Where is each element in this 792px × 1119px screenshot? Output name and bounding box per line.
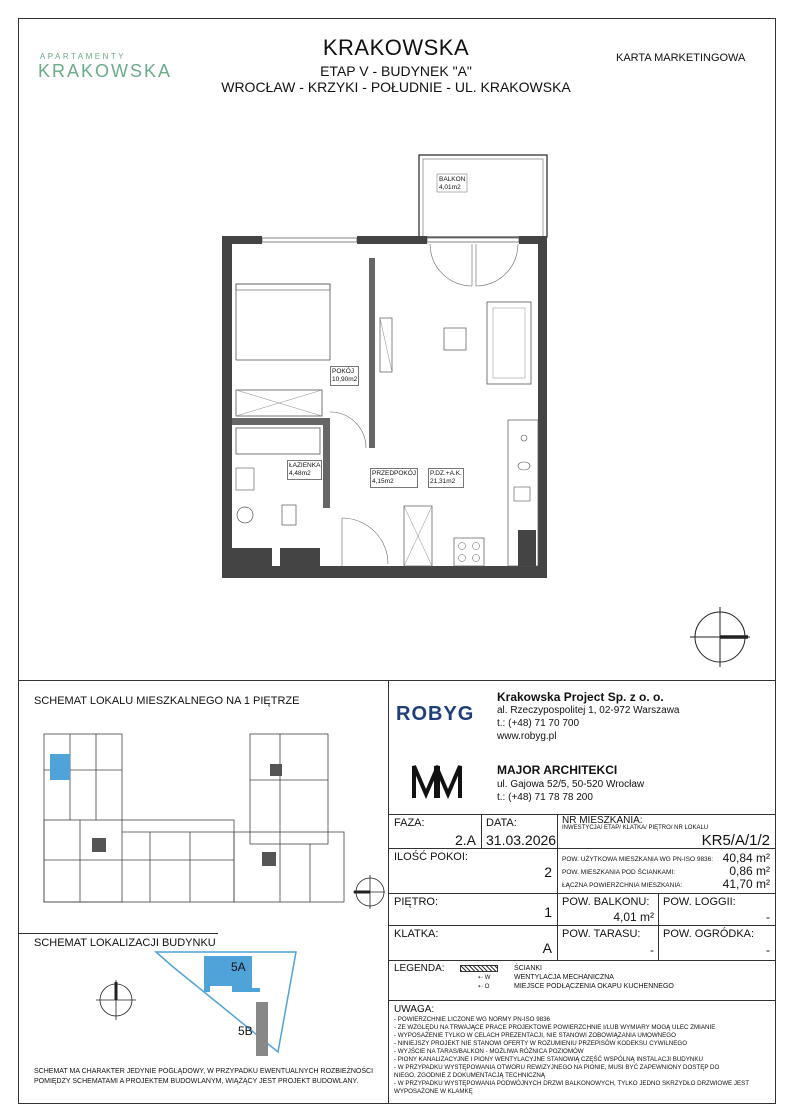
area-total-value: 41,70 m²: [722, 877, 770, 891]
architect-address: ul. Gajowa 52/5, 50-520 Wrocław: [497, 779, 645, 790]
hood-symbol-icon: ⇠ O: [478, 984, 490, 990]
label-hall: [370, 468, 418, 488]
loggia-value: -: [766, 910, 770, 924]
floor-value: 1: [544, 904, 552, 920]
notes-title: UWAGA:: [394, 1004, 435, 1015]
apartment-highlight: [50, 754, 70, 780]
table-line-6: [388, 1000, 776, 1001]
divider-location: [18, 933, 218, 934]
bath-name: ŁAZIENKA: [289, 462, 321, 469]
architect-name: MAJOR ARCHITEKCI: [497, 763, 618, 777]
loggia-label: POW. LOGGII:: [663, 896, 736, 908]
table-line-4: [388, 925, 776, 926]
vent-symbol-icon: ⇠ W: [478, 975, 491, 981]
nr-label: NR MIESZKANIA:: [562, 815, 643, 826]
legend-item-walls: ŚCIANKI: [514, 965, 543, 972]
label-bathroom: [287, 460, 322, 480]
location-title: SCHEMAT LOKALIZACJI BUDYNKU: [34, 937, 216, 949]
hall-area: 4,15m2: [372, 478, 394, 485]
developer-name: Krakowska Project Sp. z o. o.: [497, 690, 664, 704]
rooms-label: ILOŚĆ POKOI:: [394, 851, 468, 863]
note-line: - ZE WZGLĘDU NA TRWAJĄCE PRACE PROJEKTOWE POWIERZCHNIE I/LUB WYMIARY MOGĄ ULEC ZMIANIE: [394, 1024, 716, 1031]
area-walls-label: POW. MIESZKANIA POD ŚCIANKAMI:: [562, 869, 676, 876]
note-line: - WYPOSAŻENIE TYLKO W CELACH PREZENTACJI, NIE STANOWI ZOBOWIĄZANIA UMOWNEGO: [394, 1032, 676, 1039]
disclaimer-line1: SCHEMAT MA CHARAKTER JEDYNIE POGLĄDOWY, W PRZYPADKU EWENTUALNYCH ROZBIEŻNOŚCI: [34, 1068, 374, 1075]
developer-phone: t.: (+48) 71 70 700: [497, 718, 580, 729]
table-line-3: [388, 893, 776, 894]
data-value: 31.03.2026: [486, 832, 557, 848]
floor-schematic-title: SCHEMAT LOKALU MIESZKALNEGO NA 1 PIĘTRZE: [34, 695, 300, 707]
notes-list: [394, 1016, 770, 1096]
subtitle-address: WROCŁAW - KRZYKI - POŁUDNIE - UL. KRAKOWSKA: [221, 79, 571, 95]
balcony-area-label: POW. BALKONU:: [562, 896, 650, 908]
living-name: P.DZ.+A.K.: [430, 470, 462, 477]
living-area: 21,31m2: [430, 478, 456, 485]
building-5b-label: 5B: [238, 1024, 253, 1038]
developer-web[interactable]: www.robyg.pl: [497, 731, 557, 742]
area-walls-value: 0,86 m²: [729, 864, 770, 878]
data-label: DATA:: [486, 817, 517, 829]
label-room: [330, 366, 359, 386]
rooms-value: 2: [544, 864, 552, 880]
terrace-label: POW. TARASU:: [562, 928, 641, 940]
floor-label: PIĘTRO:: [394, 896, 439, 908]
note-line: - NINIEJSZY PROJEKT NIE STANOWI OFERTY W ROZUMIENIU PRZEPISÓW KODEKSU CYWILNEGO: [394, 1040, 688, 1047]
floor-schematic: [30, 720, 385, 930]
room-name: POKÓJ: [332, 368, 355, 375]
table-line-5: [388, 960, 776, 961]
stair-label: KLATKA:: [394, 928, 439, 940]
garden-label: POW. OGRÓDKA:: [663, 928, 755, 940]
table-col-3: [658, 893, 659, 960]
major-architekci-logo-icon: [410, 760, 470, 800]
room-area: 10,90m2: [332, 376, 358, 383]
walls-symbol-icon: [460, 965, 498, 972]
logo-main-text: KRAKOWSKA: [38, 61, 173, 81]
area-use-label: POW. UŻYTKOWA MIESZKANIA WG PN-ISO 9836:: [562, 856, 714, 863]
balcony-name: BALKON: [439, 176, 466, 183]
area-use-value: 40,84 m²: [722, 851, 770, 865]
robyg-logo: ROBYG: [396, 703, 475, 725]
divider-bottom: [18, 680, 776, 681]
area-total-label: ŁĄCZNA POWIERZCHNIA MIESZKANIA:: [562, 882, 683, 889]
divider-vertical: [388, 680, 389, 1104]
stair-value: A: [542, 940, 552, 956]
legend-item-hood: MIEJSCE PODŁĄCZENIA OKAPU KUCHENNEGO: [514, 983, 674, 990]
note-line: WYPOSAŻONE W KLAMKĘ: [394, 1088, 473, 1095]
page-title: KRAKOWSKA: [322, 35, 470, 60]
card-type: KARTA MARKETINGOWA: [616, 52, 746, 64]
note-line: - PIONY KANALIZACYJNE I PIONY WENTYLACYJNE STANOWIĄ CZĘŚĆ WSPÓLNĄ INSTALACJI BUDYNKU: [394, 1056, 703, 1063]
legend-sym-o: O: [484, 984, 490, 990]
faza-value: 2.A: [454, 832, 476, 848]
table-col-1: [481, 814, 482, 848]
note-line: - W PRZYPADKU WYSTĘPOWANIA OTWORU REWIZYJNEGO NA PIONIE, MUSI BYĆ ZAPEWNIONY DOSTĘP DO: [394, 1064, 720, 1071]
faza-label: FAZA:: [394, 817, 425, 829]
note-line: NIEGO, ZGODNIE Z DOKUMENTACJĄ TECHNICZNĄ: [394, 1072, 546, 1079]
legend-title: LEGENDA:: [394, 963, 445, 974]
balcony-outline: [419, 155, 547, 237]
balcony-area-value: 4,01 m²: [613, 910, 654, 924]
balcony-area: 4,01m2: [439, 184, 461, 191]
label-living: [428, 468, 464, 488]
building-5a-label: 5A: [231, 960, 246, 974]
disclaimer-line2: POMIĘDZY SCHEMATAMI A PROJEKTEM BUDOWLANYM, WIĄŻĄCY JEST PROJEKT BUDOWLANY.: [34, 1078, 359, 1085]
terrace-value: -: [650, 943, 654, 957]
logo-top-text: APARTAMENTY: [39, 52, 127, 61]
nr-sublabel: INWESTYCJA/ ETAP/ KLATKA/ PIĘTRO/ NR LOKALU: [562, 825, 709, 831]
location-schematic: [60, 940, 310, 1065]
architect-phone: t.: (+48) 71 78 78 200: [497, 792, 593, 803]
nr-value: KR5/A/1/2: [701, 832, 770, 849]
subtitle-stage: ETAP V - BUDYNEK "A": [320, 63, 472, 79]
note-line: - WYJŚCIE NA TARAS/BALKON - MOŻLIWA RÓŻNICA POZIOMÓW: [394, 1048, 584, 1055]
bath-area: 4,48m2: [289, 470, 311, 477]
note-line: - W PRZYPADKU WYSTĘPOWANIA PODWÓJNYCH DRZWI BALKONOWYCH, TYLKO JEDNO SKRZYDŁO DRZWIOWE JEST: [394, 1080, 750, 1087]
garden-value: -: [766, 943, 770, 957]
legend-sym-w: W: [484, 975, 491, 981]
note-line: - POWIERZCHNIE LICZONE WG NORMY PN-ISO 9836: [394, 1016, 550, 1023]
developer-address: al. Rzeczypospolitej 1, 02-972 Warszawa: [497, 705, 680, 716]
table-col-2: [557, 814, 558, 960]
legend-item-vent: WENTYLACJA MECHANICZNA: [514, 974, 614, 981]
label-balcony: [439, 176, 465, 192]
hall-name: PRZEDPOKÓJ: [372, 470, 417, 477]
